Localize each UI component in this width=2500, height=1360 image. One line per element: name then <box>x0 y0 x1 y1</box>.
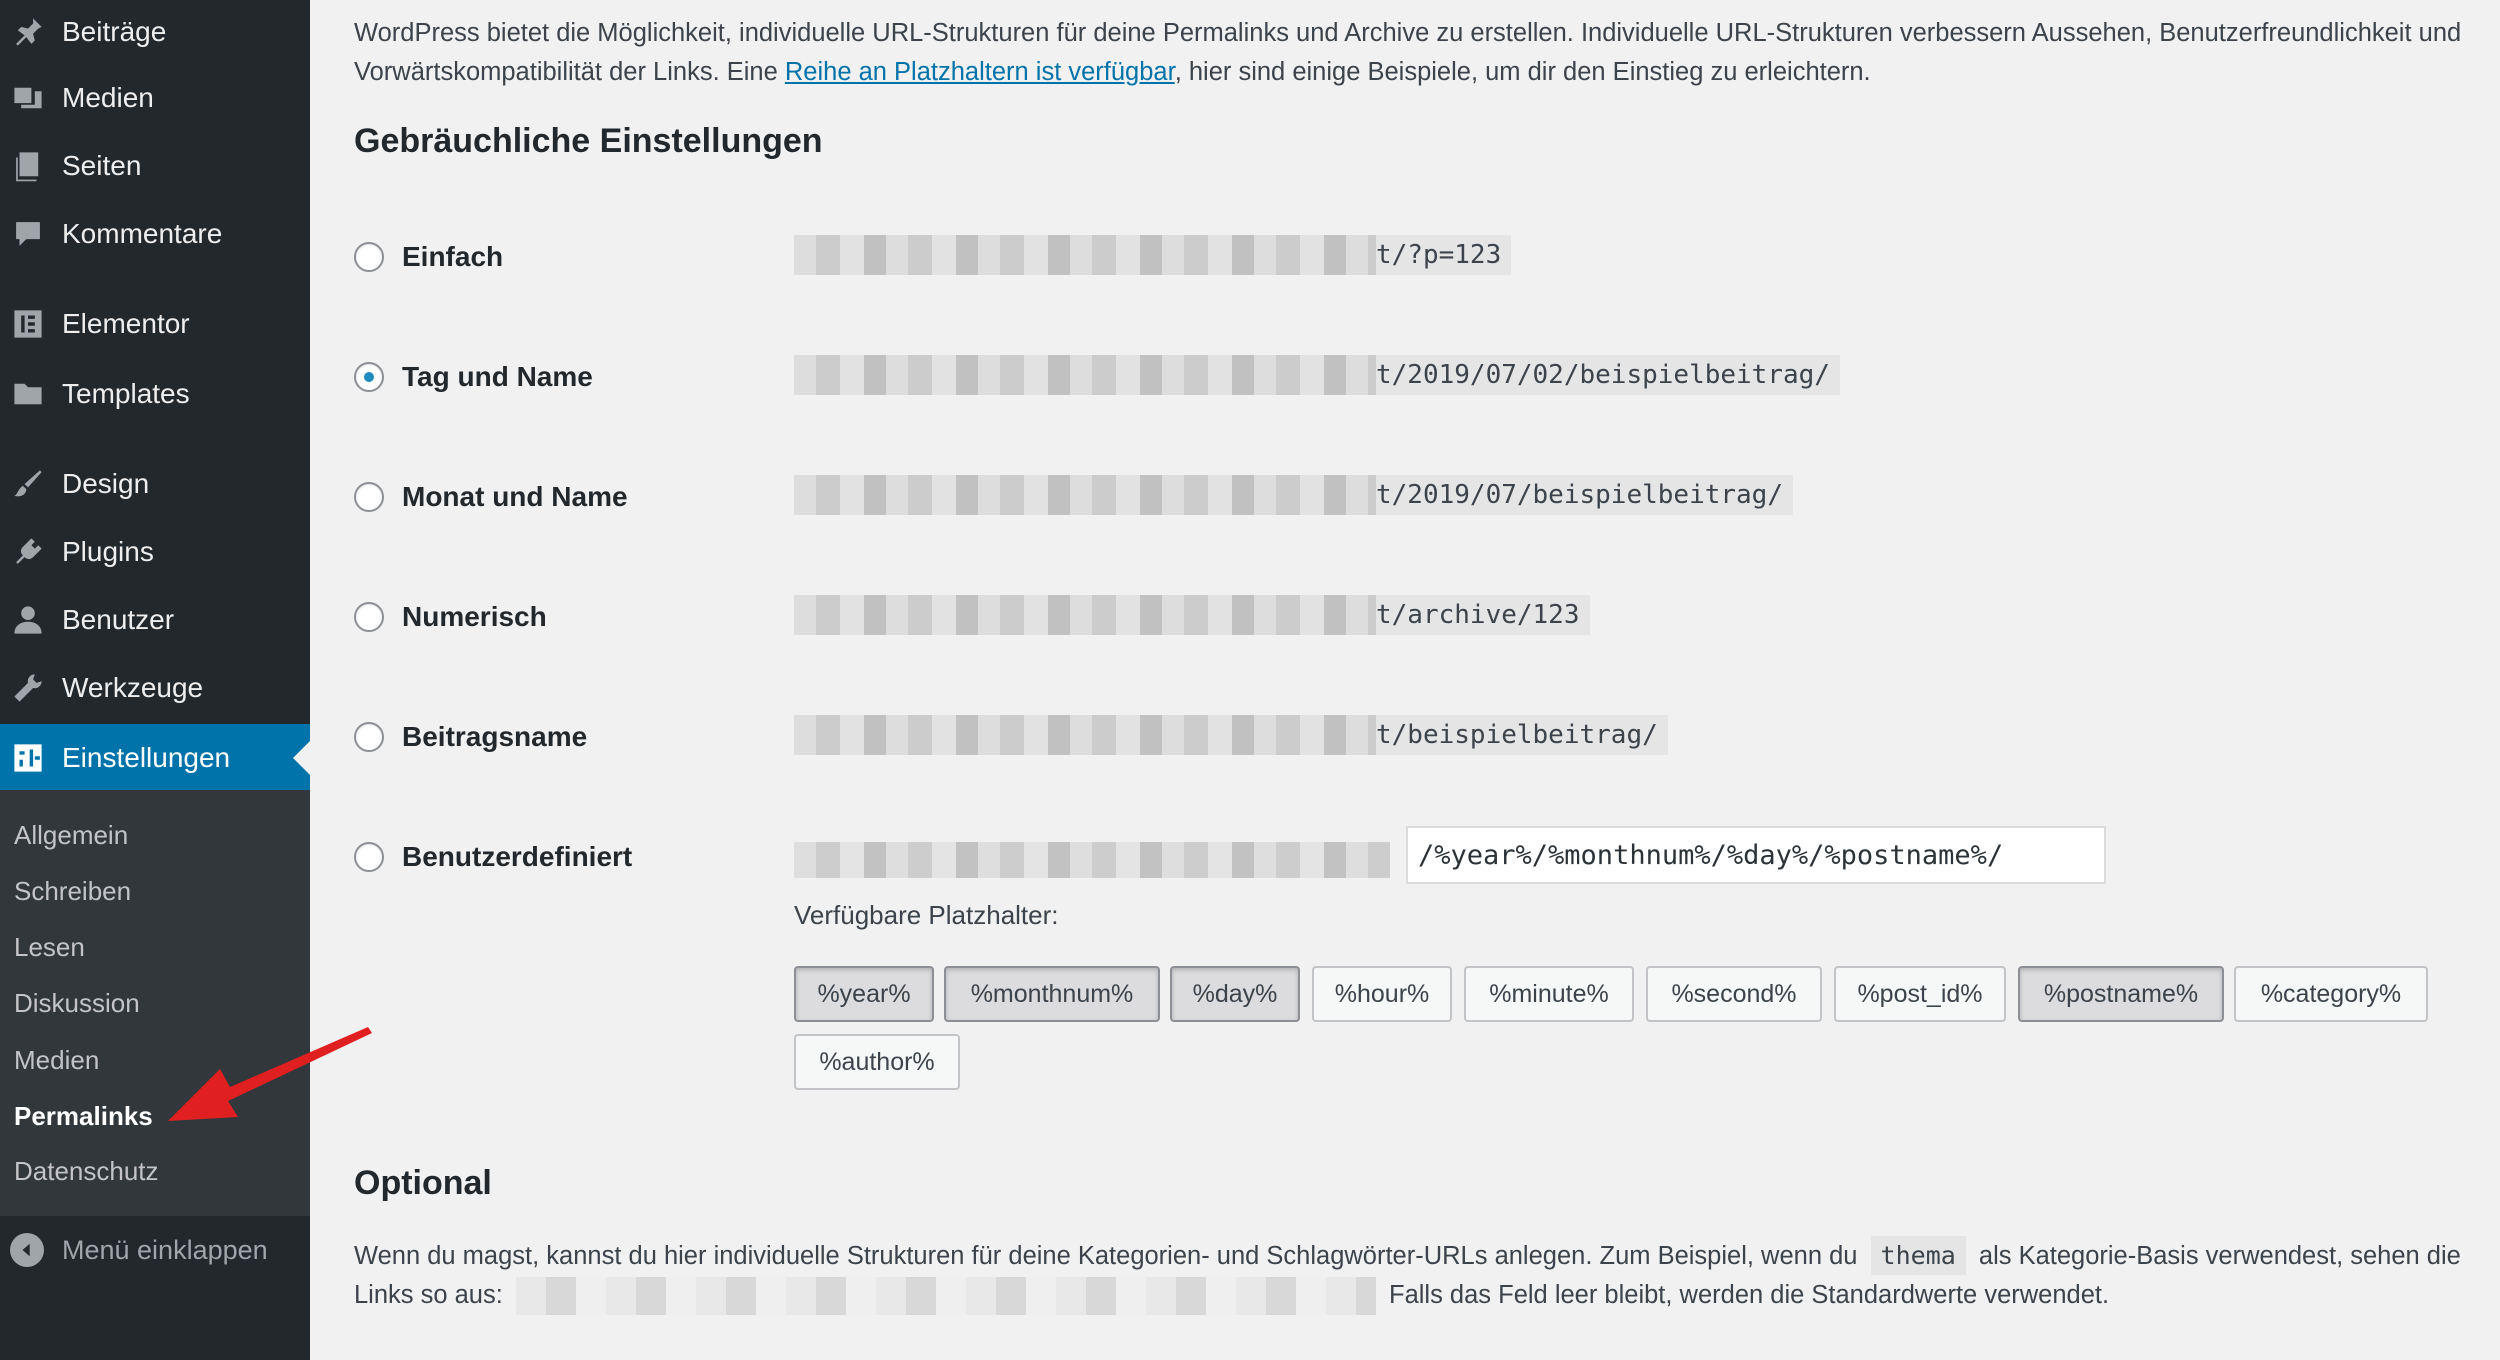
menu-item-label: Design <box>62 468 150 499</box>
menu-item-kommentare[interactable] <box>0 202 310 266</box>
menu-item-label: Templates <box>62 378 190 409</box>
tag-minute-button[interactable]: %minute% <box>1464 966 1634 1022</box>
submenu-item-permalinks[interactable]: Permalinks <box>14 1101 153 1131</box>
optional-text-end: Falls das Feld leer bleibt, werden die Standardwerte verwendet. <box>1381 1281 2110 1309</box>
url-suffix: t/archive/123 <box>1376 600 1580 630</box>
intro-paragraph <box>354 14 2474 92</box>
blurred-domain <box>794 235 1376 275</box>
option-label: Einfach <box>402 241 504 272</box>
radio-numerisch[interactable] <box>354 602 384 632</box>
option-beitragsname[interactable] <box>354 717 587 757</box>
menu-item-label: Plugins <box>62 536 154 567</box>
settings-submenu <box>0 790 310 1216</box>
annotation-arrow-icon <box>160 1025 380 1130</box>
menu-item-medien[interactable] <box>0 66 310 130</box>
menu-item-beitraege[interactable] <box>0 0 310 64</box>
url-suffix: t/2019/07/beispielbeitrag/ <box>1376 480 1783 510</box>
comment-icon <box>8 214 48 254</box>
menu-item-label: Medien <box>62 82 154 113</box>
option-benutzerdefiniert[interactable] <box>354 837 632 877</box>
menu-item-label: Benutzer <box>62 604 175 635</box>
tag-year-button[interactable]: %year% <box>794 966 934 1022</box>
blurred-example-url <box>516 1277 1376 1315</box>
menu-item-label: Elementor <box>62 308 190 339</box>
submenu-item-medien[interactable]: Medien <box>14 1045 100 1075</box>
option-label: Numerisch <box>402 601 547 632</box>
folder-icon <box>8 374 48 414</box>
menu-item-templates[interactable] <box>0 362 310 426</box>
blurred-domain <box>794 595 1376 635</box>
menu-item-design[interactable] <box>0 452 310 516</box>
tag-monthnum-button[interactable]: %monthnum% <box>944 966 1160 1022</box>
submenu-item-schreiben[interactable]: Schreiben <box>14 876 132 906</box>
plugin-icon <box>8 532 48 572</box>
option-monat-und-name[interactable] <box>354 477 628 517</box>
brush-icon <box>8 464 48 504</box>
menu-item-label: Seiten <box>62 150 142 181</box>
available-placeholders-label: Verfügbare Platzhalter: <box>794 900 1059 930</box>
radio-beitragsname[interactable] <box>354 722 384 752</box>
menu-item-seiten[interactable] <box>0 134 310 198</box>
collapse-arrow-icon <box>10 1233 44 1267</box>
wrench-icon <box>8 668 48 708</box>
radio-monat-und-name[interactable] <box>354 482 384 512</box>
option-tag-und-name[interactable] <box>354 357 593 397</box>
radio-benutzerdefiniert[interactable] <box>354 842 384 872</box>
pages-icon <box>8 146 48 186</box>
pin-icon <box>8 12 48 52</box>
optional-paragraph <box>354 1236 2484 1315</box>
placeholders-link[interactable]: Reihe an Platzhaltern ist verfügbar <box>784 58 1175 86</box>
tag-postname-button[interactable]: %postname% <box>2018 966 2224 1022</box>
option-label: Monat und Name <box>402 481 628 512</box>
menu-item-label: Werkzeuge <box>62 672 204 703</box>
option-label: Beitragsname <box>402 721 588 752</box>
collapse-menu-button[interactable] <box>0 1224 310 1276</box>
common-settings-heading: Gebräuchliche Einstellungen <box>354 122 823 160</box>
menu-item-plugins[interactable] <box>0 520 310 584</box>
url-suffix: t/?p=123 <box>1376 240 1502 270</box>
submenu-item-allgemein[interactable]: Allgemein <box>14 820 129 850</box>
submenu-item-datenschutz[interactable]: Datenschutz <box>14 1156 159 1186</box>
custom-structure-input[interactable]: /%year%/%monthnum%/%day%/%postname%/ <box>1406 826 2106 884</box>
menu-item-benutzer[interactable] <box>0 588 310 652</box>
optional-heading: Optional <box>354 1164 492 1202</box>
thema-code: thema <box>1871 1236 1966 1275</box>
menu-item-label: Kommentare <box>62 218 223 249</box>
media-icon <box>8 78 48 118</box>
option-label: Benutzerdefiniert <box>402 841 633 872</box>
menu-item-elementor[interactable] <box>0 292 310 356</box>
menu-item-label: Einstellungen <box>62 742 231 773</box>
submenu-item-diskussion[interactable]: Diskussion <box>14 988 140 1018</box>
url-example-numerisch <box>794 595 1590 635</box>
settings-icon <box>8 738 48 778</box>
url-example-beitragsname <box>794 715 1668 755</box>
tag-day-button[interactable]: %day% <box>1170 966 1300 1022</box>
blurred-domain <box>794 475 1376 515</box>
tag-post-id-button[interactable]: %post_id% <box>1834 966 2006 1022</box>
url-suffix: t/beispielbeitrag/ <box>1376 720 1658 750</box>
admin-sidebar <box>0 0 310 1360</box>
submenu-item-lesen[interactable]: Lesen <box>14 932 85 962</box>
url-suffix: t/2019/07/02/beispielbeitrag/ <box>1376 360 1830 390</box>
url-example-einfach <box>794 235 1511 275</box>
menu-item-label: Beiträge <box>62 16 167 47</box>
radio-einfach[interactable] <box>354 242 384 272</box>
option-numerisch[interactable] <box>354 597 547 637</box>
main-content <box>354 0 2484 1360</box>
blurred-domain-prefix <box>794 842 1390 878</box>
option-einfach[interactable] <box>354 237 503 277</box>
collapse-label: Menü einklappen <box>62 1234 268 1265</box>
url-example-tag-und-name <box>794 355 1840 395</box>
tag-author-button[interactable]: %author% <box>794 1034 960 1090</box>
menu-item-werkzeuge[interactable] <box>0 656 310 720</box>
intro-text-end: , hier sind einige Beispiele, um dir den Einstieg zu erleichtern. <box>1174 58 1871 86</box>
optional-text-mid: als Kategorie-Basis verwendest, sehen die Links so aus: <box>354 1242 2461 1309</box>
tag-hour-button[interactable]: %hour% <box>1312 966 1452 1022</box>
radio-tag-und-name[interactable] <box>354 362 384 392</box>
intro-text: WordPress bietet die Möglichkeit, individuelle URL-Strukturen für deine Permalinks und Archive zu erstellen. Individuelle URL-Strukturen verbessern Aussehen, Benutzerfreundlichkeit und Vorwärtskompatibilität der Links. Eine <box>354 19 2462 86</box>
elementor-icon <box>8 304 48 344</box>
blurred-domain <box>794 355 1376 395</box>
tag-category-button[interactable]: %category% <box>2234 966 2428 1022</box>
option-label: Tag und Name <box>402 361 593 392</box>
url-example-monat-und-name <box>794 475 1793 515</box>
active-indicator <box>293 740 311 776</box>
optional-text: Wenn du magst, kannst du hier individuelle Strukturen für deine Kategorien- und Schlagwörter-URLs anlegen. Zum Beispiel, wenn du <box>354 1242 1865 1270</box>
blurred-domain <box>794 715 1376 755</box>
tag-second-button[interactable]: %second% <box>1646 966 1822 1022</box>
menu-item-einstellungen[interactable] <box>0 724 310 792</box>
user-icon <box>8 600 48 640</box>
